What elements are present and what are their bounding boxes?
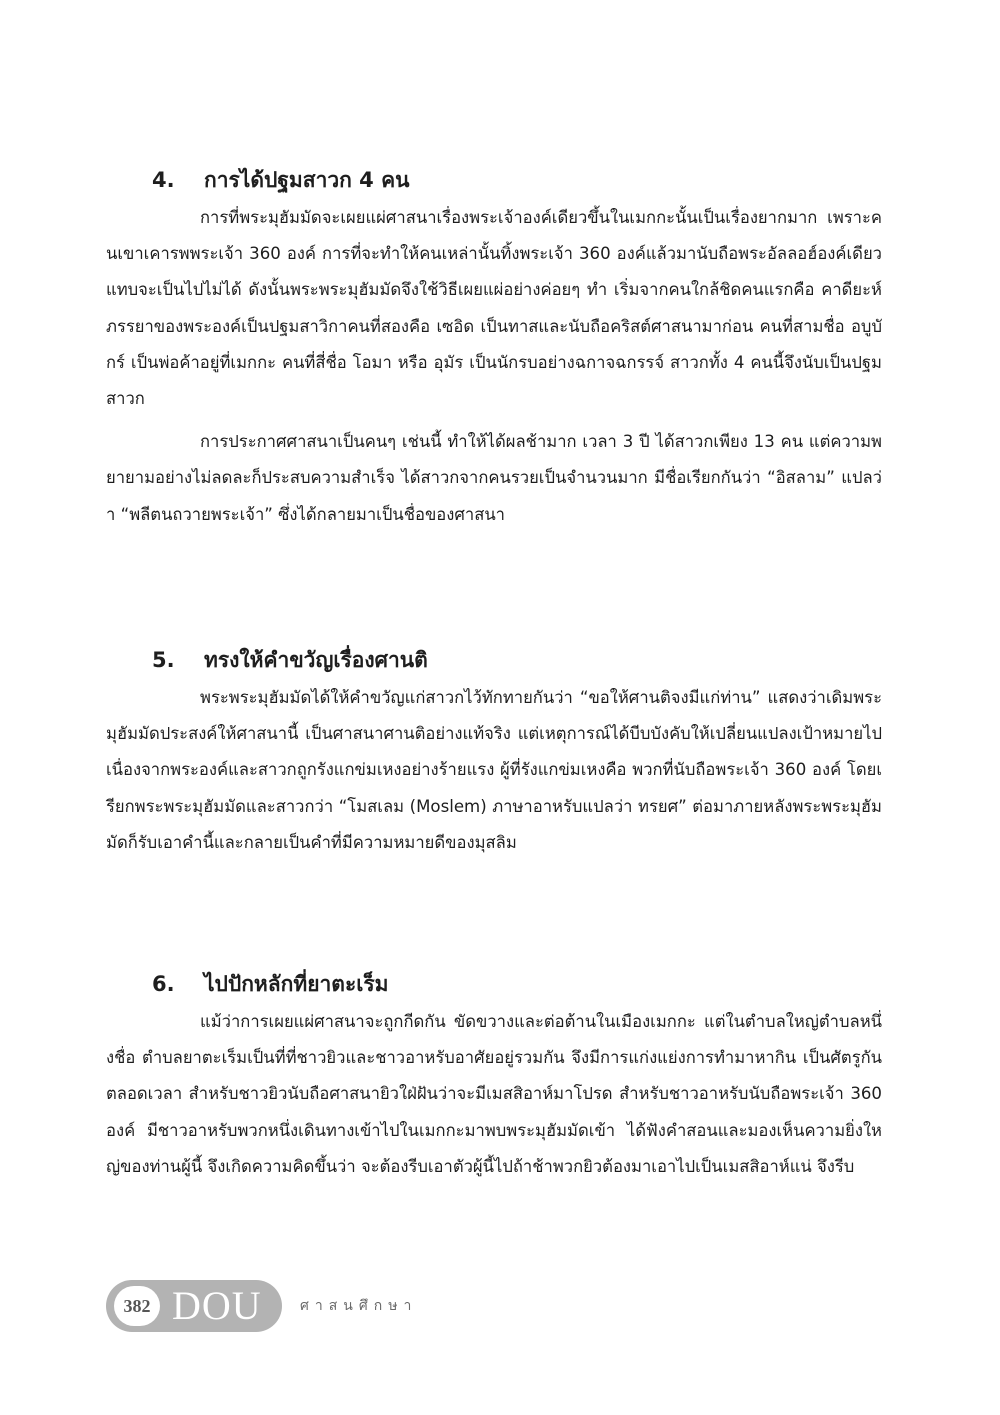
section-title: ไปปักหลักที่ยาตะเร็ม <box>204 972 389 996</box>
page-number: 382 <box>114 1286 160 1326</box>
paragraph: พระพระมุฮัมมัดได้ให้คำขวัญแก่สาวกไว้ทักทายกันว่า “ขอให้ศานติจงมีแก่ท่าน” แสดงว่าเดิมพระมุฮัมมัดประสงค์ให้ศาสนานี้ เป็นศาสนาศานติอย่างแท้จริง แต่เหตุการณ์ได้บีบบังคับให้เปลี่ยนแปลงเป้าหมายไป เนื่องจากพระองค์และสาวกถูกรังแกข่มเหงอย่างร้ายแรง ผู้ที่รังแกข่มเหงคือ พวกที่นับถือพระเจ้า 360 องค์ โดยเรียกพระพระมุฮัมมัดและสาวกว่า “โมสเลม (Moslem) ภาษาอาหรับแปลว่า ทรยศ” ต่อมาภายหลังพระพระมุฮัมมัดก็รับเอาคำนี้และกลายเป็นคำที่มีความหมายดีของมุสลิม <box>106 688 882 852</box>
paragraph: การที่พระมุฮัมมัดจะเผยแผ่ศาสนาเรื่องพระเจ้าองค์เดียวขึ้นในเมกกะนั้นเป็นเรื่องยากมาก เพราะคนเขาเคารพพระเจ้า 360 องค์ การที่จะทำให้คนเหล่านั้นทิ้งพระเจ้า 360 องค์แล้วมานับถือพระอัลลอฮ์องค์เดียวแทบจะเป็นไปไม่ได้ ดังนั้นพระพระมุฮัมมัดจึงใช้วิธีเผยแผ่อย่างค่อยๆ ทำ เริ่มจากคนใกล้ชิดคนแรกคือ คาดียะห์ ภรรยาของพระองค์เป็นปฐมสาวิกาคนที่สองคือ เซอิด เป็นทาสและนับถือคริสต์ศาสนามาก่อน คนที่สามชื่อ อบูบักร์ เป็นพ่อค้าอยู่ที่เมกกะ คนที่สี่ชื่อ โอมา หรือ อุมัร เป็นนักรบอย่างฉกาจฉกรรจ์ สาวกทั้ง 4 คนนี้จึงนับเป็นปฐมสาวก <box>106 208 882 409</box>
dou-badge <box>106 1280 282 1332</box>
section-number: 4. <box>152 168 175 192</box>
section-number: 6. <box>152 972 175 996</box>
section-heading <box>106 160 882 200</box>
section-title: การได้ปฐมสาวก 4 คน <box>204 168 410 192</box>
section-title: ทรงให้คำขวัญเรื่องศานติ <box>204 648 428 672</box>
course-name: ศาสนศึกษา <box>300 1298 418 1314</box>
section-heading <box>106 640 882 680</box>
section-4 <box>106 160 882 533</box>
paragraph: การประกาศศาสนาเป็นคนๆ เช่นนี้ ทำให้ได้ผลช้ามาก เวลา 3 ปี ได้สาวกเพียง 13 คน แต่ความพยายามอย่างไม่ลดละก็ประสบความสำเร็จ ได้สาวกจากคนรวยเป็นจำนวนมาก มีชื่อเรียกกันว่า “อิสลาม” แปลว่า “พลีตนถวายพระเจ้า” ซึ่งได้กลายมาเป็นชื่อของศาสนา <box>106 432 882 524</box>
section-heading <box>106 964 882 1004</box>
section-number: 5. <box>152 648 175 672</box>
section-5 <box>106 640 882 861</box>
dou-logo: DOU <box>172 1283 262 1328</box>
section-6 <box>106 964 882 1185</box>
paragraph: แม้ว่าการเผยแผ่ศาสนาจะถูกกีดกัน ขัดขวางและต่อต้านในเมืองเมกกะ แต่ในตำบลใหญ่ตำบลหนึ่งชื่อ ตำบลยาตะเร็มเป็นที่ที่ชาวยิวและชาวอาหรับอาศัยอยู่รวมกัน จึงมีการแก่งแย่งการทำมาหากิน เป็นศัตรูกันตลอดเวลา สำหรับชาวยิวนับถือศาสนายิวใฝ่ฝันว่าจะมีเมสสิอาห์มาโปรด สำหรับชาวอาหรับนับถือพระเจ้า 360 องค์ มีชาวอาหรับพวกหนึ่งเดินทางเข้าไปในเมกกะมาพบพระมุฮัมมัดเข้า ได้ฟังคำสอนและมองเห็นความยิ่งใหญ่ของท่านผู้นี้ จึงเกิดความคิดขึ้นว่า จะต้องรีบเอาตัวผู้นี้ไปถ้าช้าพวกยิวต้องมาเอาไปเป็นเมสสิอาห์แน่ จึงรีบ <box>106 1012 882 1176</box>
